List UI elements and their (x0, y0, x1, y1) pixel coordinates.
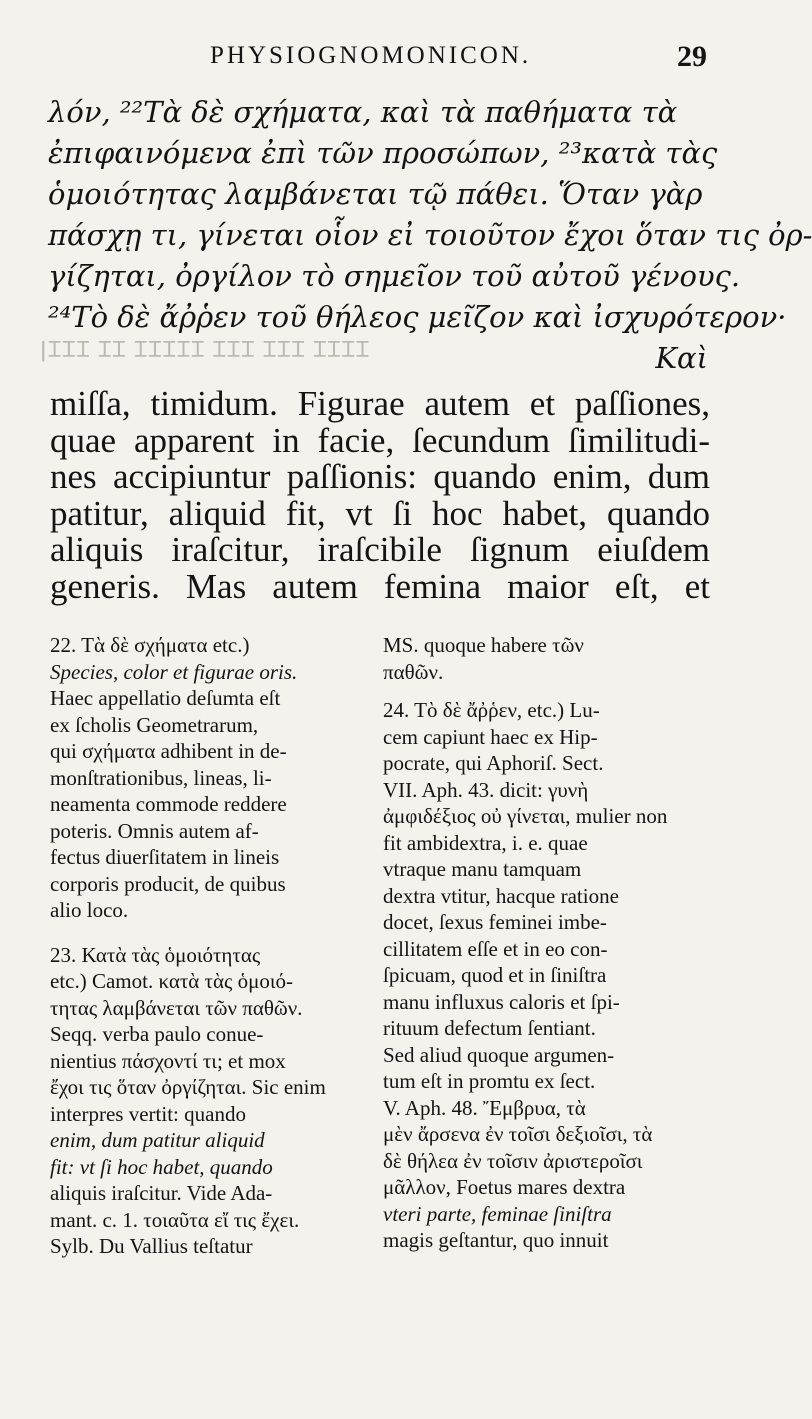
greek-line: γίζηται, ὀργίλον τὸ σημεῖον τοῦ αὐτοῦ γένους. (48, 259, 741, 293)
note-line: MS. quoque habere τῶν (383, 633, 584, 657)
note-line: vteri parte, feminae ſiniſtra (383, 1201, 612, 1226)
latin-line: nes accipiuntur paſſionis: quando enim, dum (50, 457, 710, 496)
note-line: enim, dum patitur aliquid (50, 1128, 265, 1152)
latin-line: quae apparent in facie, ſecundum ſimilitudi- (50, 420, 710, 460)
note-line: docet, ſexus feminei imbe- (383, 910, 607, 934)
note-22 (50, 632, 372, 924)
note-line: 22. Τὰ δὲ σχήματα etc.) (50, 633, 250, 657)
note-23 (50, 942, 372, 1260)
greek-line: λόν, ²²Τὰ δὲ σχήματα, καὶ τὰ παθήματα τὰ (48, 95, 678, 129)
page-header (195, 40, 725, 80)
note-line: μᾶλλον, Foetus mares dextra (383, 1175, 626, 1199)
note-line: poteris. Omnis autem af- (50, 818, 259, 843)
note-line: ἔχοι τις ὅταν ὀργίζηται. Sic enim (50, 1075, 326, 1099)
latin-line: generis. Mas autem femina maior eſt, et (50, 566, 710, 606)
note-line: rituum defectum ſentiant. (383, 1016, 596, 1040)
note-line: Haec appellatio deſumta eſt (50, 686, 281, 710)
note-line: corporis producit, de quibus (50, 871, 286, 896)
footnotes (50, 632, 710, 1322)
running-title: PHYSIOGNOMONICON. (210, 42, 532, 69)
latin-translation-block (50, 386, 710, 605)
latin-line: patitur, aliquid fit, vt ſi hoc habet, quando (50, 493, 710, 533)
page-number: 29 (677, 40, 707, 73)
note-line: παθῶν. (383, 659, 444, 684)
note-line: mant. c. 1. τοιαῦτα εἴ τις ἔχει. (50, 1207, 300, 1232)
note-22-continued (383, 632, 710, 685)
greek-line: πάσχῃ τι, γίνεται οἷον εἰ τοιοῦτον ἔχοι ὅταν τις ὀρ- (48, 218, 812, 252)
note-line: δὲ θήλεα ἐν τοῖσιν ἀριστεροῖσι (383, 1148, 643, 1173)
latin-line: miſſa, timidum. Figurae autem et paſſiones, (50, 384, 710, 423)
note-line: 24. Τὸ δὲ ἄῤῥεν, etc.) Lu- (383, 698, 600, 722)
notes-right-column (383, 632, 710, 1254)
notes-left-column (50, 632, 372, 1260)
note-line: manu influxus caloris et ſpi- (383, 989, 620, 1014)
catchword: Καὶ (655, 341, 708, 375)
note-line: ἀμφιδέξιος οὐ γίνεται, mulier non (383, 804, 668, 828)
note-line: V. Aph. 48. Ἔμβρυα, τὰ (383, 1095, 586, 1120)
note-line: etc.) Camot. κατὰ τὰς ὁμοιό- (50, 969, 293, 993)
note-line: fit ambidextra, i. e. quae (383, 830, 588, 855)
bleed-through-text: ꟾꞮꞮꞮ ꞮꞮ ꞮꞮꞮꞮꞮ ꞮꞮꞮ ꞮꞮꞮ ꞮꞮꞮꞮ (40, 336, 371, 361)
note-line: Sed aliud quoque argumen- (383, 1042, 615, 1067)
note-line: Sylb. Du Vallius teſtatur (50, 1234, 253, 1258)
note-line: VII. Aph. 43. dicit: γυνὴ (383, 777, 589, 802)
note-line: fit: vt ſi hoc habet, quando (50, 1154, 273, 1179)
note-line: Seqq. verba paulo conue- (50, 1022, 264, 1046)
note-line: ſpicuam, quod et in ſiniſtra (383, 963, 607, 987)
note-line: neamenta commode reddere (50, 792, 287, 816)
note-line: μὲν ἄρσενα ἐν τοῖσι δεξιοῖσι, τὰ (383, 1122, 653, 1146)
note-line: cem capiunt haec ex Hip- (383, 724, 598, 749)
greek-line: ²⁴Τὸ δὲ ἄῤῥεν τοῦ θήλεος μεῖζον καὶ ἰσχυρότερον· (48, 300, 787, 334)
greek-line: ὁμοιότητας λαμβάνεται τῷ πάθει. Ὅταν γὰρ (48, 177, 703, 211)
note-line: Species, color et figurae oris. (50, 659, 298, 684)
note-line: 23. Κατὰ τὰς ὁμοιότητας (50, 942, 261, 967)
greek-line: ἐπιφαινόμενα ἐπὶ τῶν προσώπων, ²³κατὰ τὰς (48, 136, 718, 170)
note-line: fectus diuerſitatem in lineis (50, 845, 280, 869)
note-line: vtraque manu tamquam (383, 857, 582, 881)
note-line: monſtrationibus, lineas, li- (50, 765, 272, 790)
note-line: alio loco. (50, 898, 129, 922)
note-line: nientius πάσχοντί τι; et mox (50, 1048, 286, 1073)
note-line: τητας λαμβάνεται τῶν παθῶν. (50, 995, 303, 1020)
note-line: ex ſcholis Geometrarum, (50, 712, 259, 737)
note-line: aliquis iraſcitur. Vide Ada- (50, 1181, 273, 1205)
note-24 (383, 697, 710, 1254)
note-line: dextra vtitur, hacque ratione (383, 883, 619, 908)
note-line: qui σχήματα adhibent in de- (50, 739, 287, 763)
note-line: interpres vertit: quando (50, 1101, 246, 1126)
note-line: magis geſtantur, quo innuit (383, 1228, 609, 1252)
note-line: pocrate, qui Aphoriſ. Sect. (383, 751, 604, 775)
note-line: tum eſt in promtu ex ſect. (383, 1069, 596, 1093)
latin-line: aliquis iraſcitur, iraſcibile ſignum eiuſdem (50, 530, 710, 569)
note-line: cillitatem eſſe et in eo con- (383, 936, 608, 961)
